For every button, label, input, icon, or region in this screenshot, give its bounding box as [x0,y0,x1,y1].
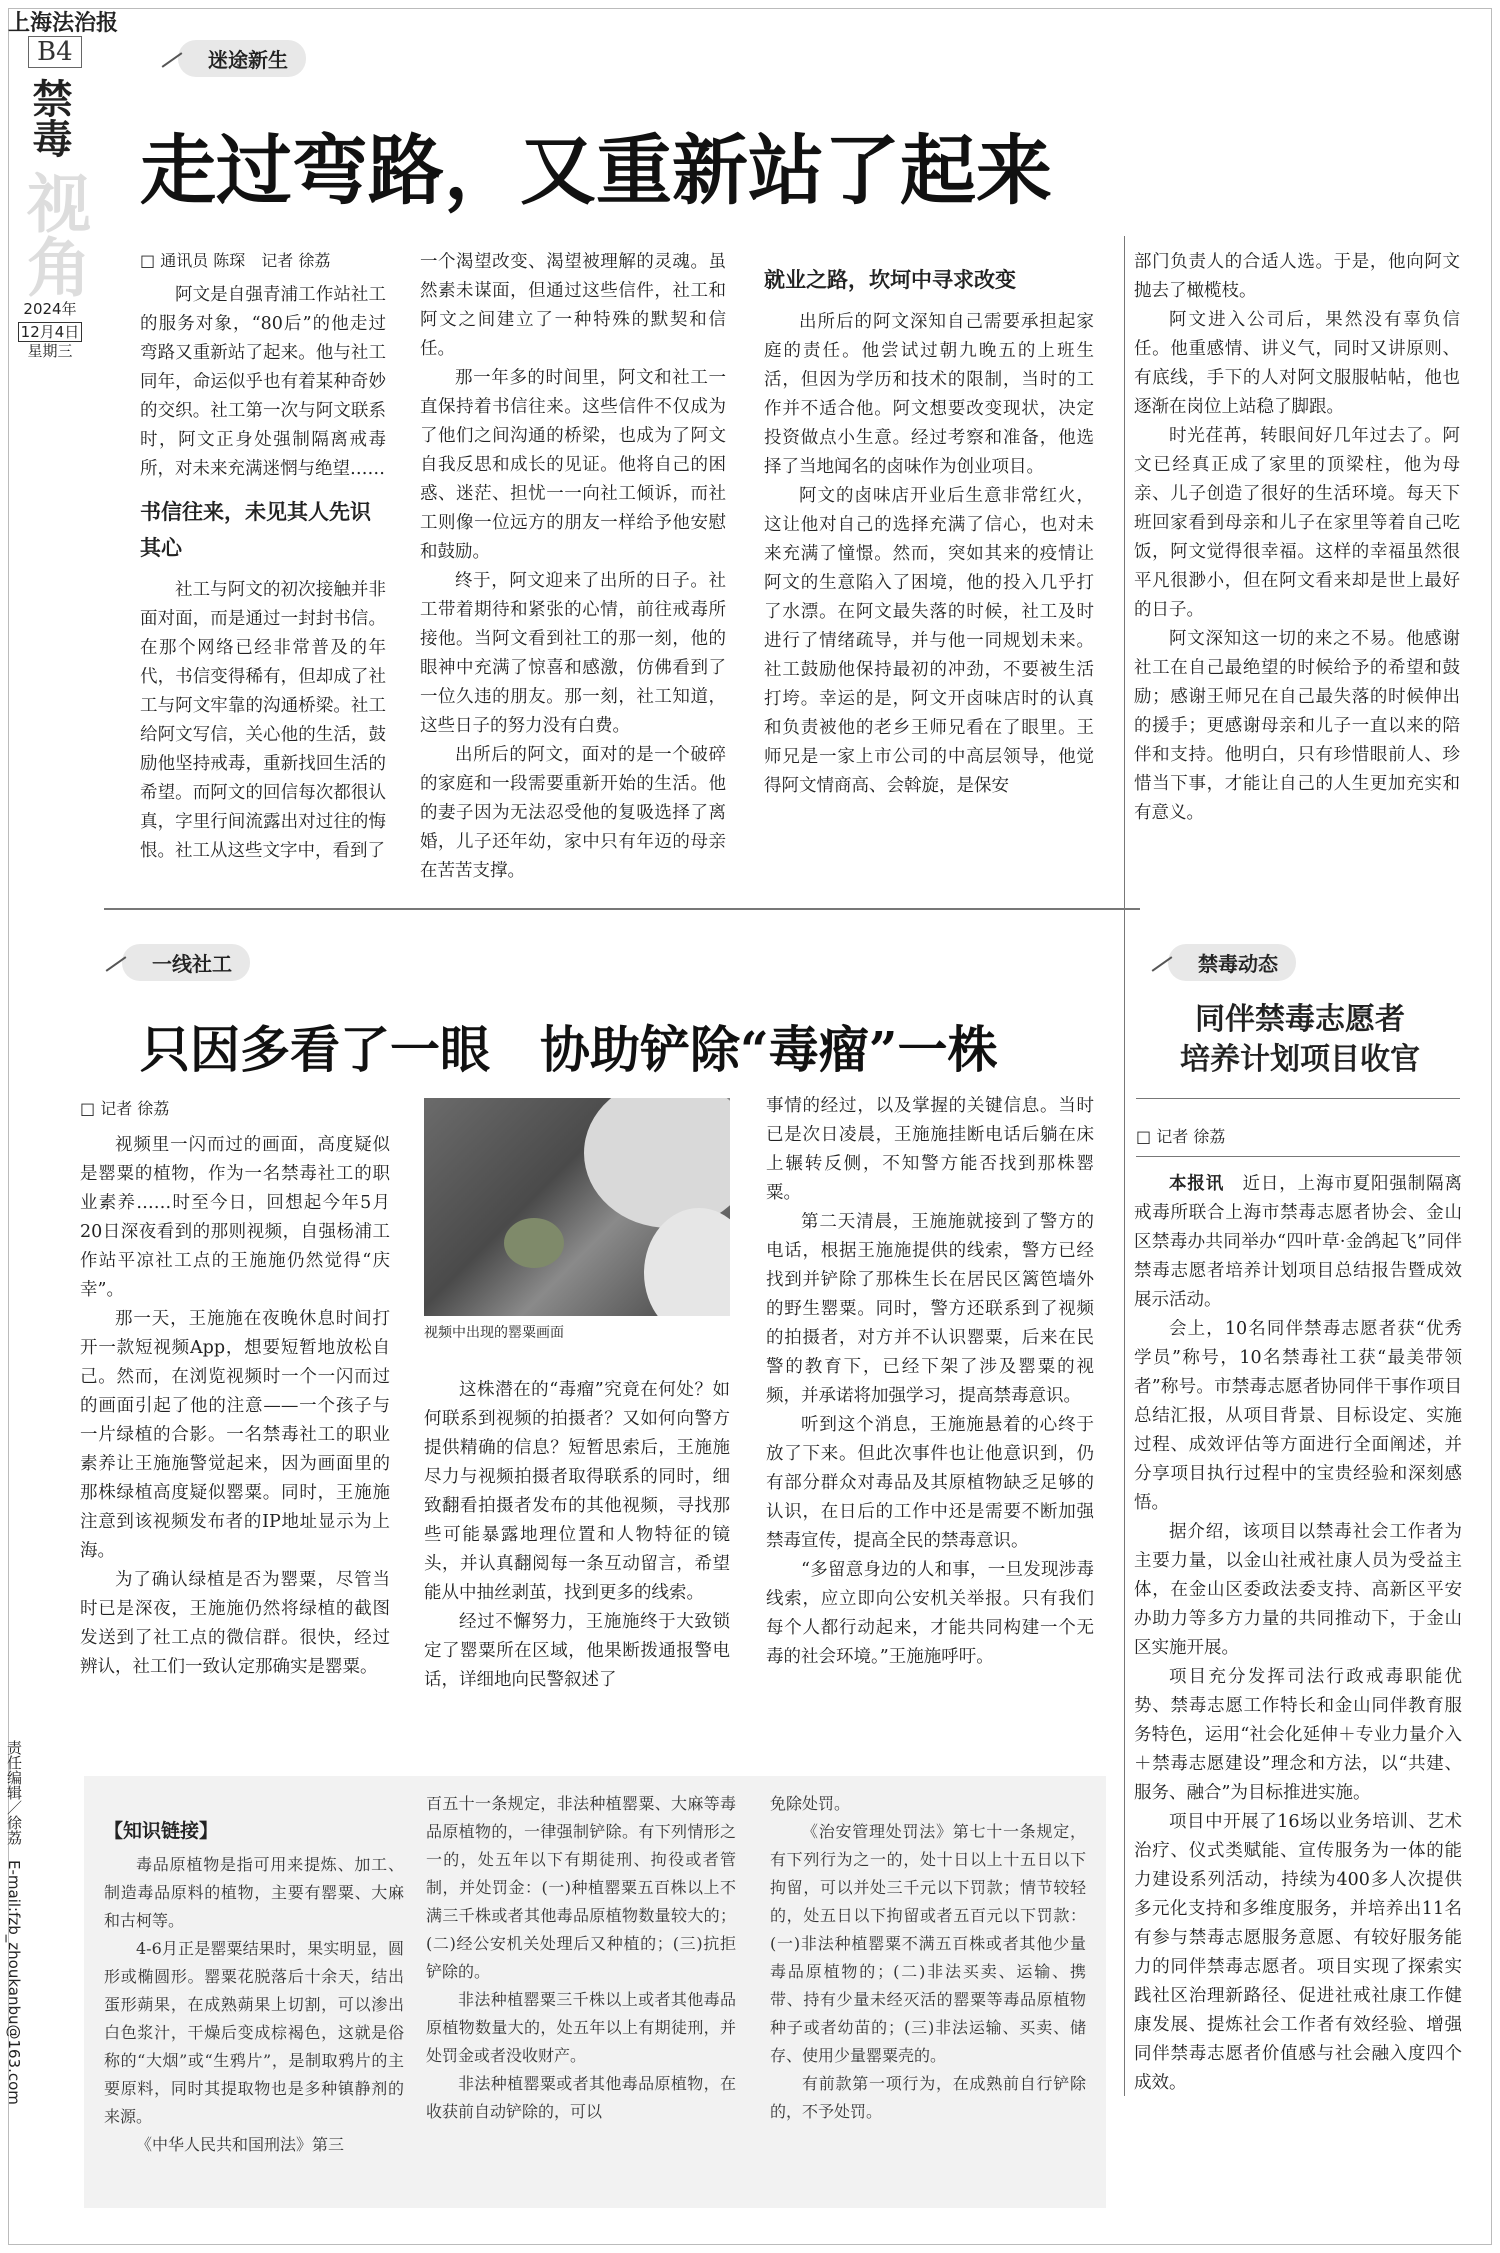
divider [104,908,1140,910]
paragraph: 非法种植罂粟三千株以上或者其他毒品原植物数量大的，处五年以上有期徒刑，并处罚金或者没收财产。 [426,1990,736,2065]
paragraph: 有前款第一项行为，在成熟前自行铲除的，不予处罚。 [770,2074,1086,2121]
paragraph: 阿文是自强青浦工作站社工的服务对象，“80后”的他走过弯路又重新站了起来。他与社工同年，命运似乎也有着某种奇妙的交织。社工第一次与阿文联系时，阿文正身处强制隔离戒毒所，对未来充满迷惘与绝望…… [140,285,386,479]
paragraph: 时光荏苒，转眼间好几年过去了。阿文已经真正成了家里的顶梁柱，他为母亲、儿子创造了很好的生活环境。每天下班回家看到母亲和儿子在家里等着自己吃饭，阿文觉得很幸福。这样的幸福虽然很平凡很渺小，但在阿文看来却是世上最好的日子。 [1134,426,1460,620]
masthead: 上海法治报 [8,10,119,36]
article1-col3 [764,262,1094,801]
article3-byline: □ 记者 徐荔 [1136,1127,1226,1146]
section-tag-yixian: 一线社工 [122,944,250,981]
paragraph: 会上，10名同伴禁毒志愿者获“优秀学员”称号，10名禁毒社工获“最美带领者”称号。市禁毒志愿者协同伴干事作项目总结汇报，从项目背景、目标设定、实施过程、成效评估等方面进行全面阐述，并分享项目执行过程中的宝贵经验和深刻感悟。 [1134,1319,1462,1513]
paragraph: 一个渴望改变、渴望被理解的灵魂。虽然素未谋面，但通过这些信件，社工和阿文之间建立了一种特殊的默契和信任。 [420,252,726,359]
article3-headline-line2: 培养计划项目收官 [1180,1042,1420,1077]
paragraph: 毒品原植物是指可用来提炼、加工、制造毒品原料的植物，主要有罂粟、大麻和古柯等。 [104,1855,404,1930]
paragraph: 出所后的阿文，面对的是一个破碎的家庭和一段需要重新开始的生活。他的妻子因为无法忍受他的复吸选择了离婚，儿子还年幼，家中只有年迈的母亲在苦苦支撑。 [420,745,726,881]
article2-col2 [424,1376,730,1695]
paragraph: 经过不懈努力，王施施终于大致锁定了罂粟所在区域，他果断拨通报警电话，详细地向民警叙述了 [424,1612,730,1690]
paragraph: 出所后的阿文深知自己需要承担起家庭的责任。他尝试过朝九晚五的上班生活，但因为学历和技术的限制，当时的工作并不适合他。阿文想要改变现状，决定投资做点小生意。经过考察和准备，他选择了当地闻名的卤味作为创业项目。 [764,312,1094,477]
article3-body [1134,1170,1462,2098]
divider [1136,1156,1460,1157]
paragraph: 免除处罚。 [770,1794,851,1813]
paragraph: “多留意身边的人和事，一旦发现涉毒线索，应立即向公安机关举报。只有我们每个人都行动起来，才能共同构建一个无毒的社会环境。”王施施呼吁。 [766,1560,1094,1667]
paragraph: 那一年多的时间里，阿文和社工一直保持着书信往来。这些信件不仅成为了他们之间沟通的桥梁，也成为了阿文自我反思和成长的见证。他将自己的困惑、迷茫、担忧一一向社工倾诉，而社工则像一位远方的朋友一样给予他安慰和鼓励。 [420,368,726,562]
paragraph: 非法种植罂粟或者其他毒品原植物，在收获前自动铲除的，可以 [426,2074,736,2121]
article2-byline: □ 记者 徐荔 [80,1099,170,1118]
article1-col2 [420,248,726,886]
paragraph: 这株潜在的“毒瘤”究竟在何处？如何联系到视频的拍摄者？又如何向警方提供精确的信息？短暂思索后，王施施尽力与视频拍摄者取得联系的同时，细致翻看拍摄者发布的其他视频，寻找那些可能暴露地理位置和人物特征的镜头，并认真翻阅每一条互动留言，希望能从中抽丝剥茧，找到更多的线索。 [424,1380,730,1603]
paragraph: 为了确认绿植是否为罂粟，尽管当时已是深夜，王施施仍然将绿植的截图发送到了社工点的微信群。很快，经过辨认，社工们一致认定那确实是罂粟。 [80,1570,390,1677]
article2-col3 [766,1092,1094,1672]
paragraph: 阿文深知这一切的来之不易。他感谢社工在自己最绝望的时候给予的希望和鼓励；感谢王师兄在自己最失落的时候伸出的援手；更感谢母亲和儿子一直以来的陪伴和支持。他明白，只有珍惜眼前人、珍惜当下事，才能让自己的人生更加充实和有意义。 [1134,629,1460,823]
paragraph: 《中华人民共和国刑法》第三 [136,2135,345,2154]
knowledge-title: 【知识链接】 [104,1820,219,1842]
poppy-photo [424,1098,730,1316]
plant-leaf [504,1218,564,1268]
paragraph: 社工与阿文的初次接触并非面对面，而是通过一封封书信。在那个网络已经非常普及的年代，书信变得稀有，但却成了社工与阿文牢靠的沟通桥梁。社工给阿文写信，关心他的生活，鼓励他坚持戒毒，重新找回生活的希望。而阿文的回信每次都很认真，字里行间流露出对过往的悔恨。社工从这些文字中，看到了 [140,580,386,861]
article3-headline [1140,1000,1460,1080]
paragraph: 百五十一条规定，非法种植罂粟、大麻等毒品原植物的，一律强制铲除。有下列情形之一的，处五年以下有期徒刑、拘役或者管制，并处罚金：(一)种植罂粟五百株以上不满三千株或者其他毒品原植物数量较大的；(二)经公安机关处理后又种植的；(三)抗拒铲除的。 [426,1794,736,1981]
issue-day: 12月4日 [18,322,83,342]
knowledge-col2 [426,1790,736,2126]
paragraph: 部门负责人的合适人选。于是，他向阿文抛去了橄榄枝。 [1134,252,1460,301]
paragraph: 第二天清晨，王施施就接到了警方的电话，根据王施施提供的线索，警方已经找到并铲除了那株生长在居民区篱笆墙外的野生罂粟。同时，警方还联系到了视频的拍摄者，对方并不认识罂粟，后来在民警的教育下，已经下架了涉及罂粟的视频，并承诺将加强学习，提高禁毒意识。 [766,1212,1094,1406]
knowledge-col3 [770,1790,1086,2126]
knowledge-col1 [104,1816,404,2159]
article1-subhead1: 书信往来，未见其人先识其心 [140,500,371,560]
section-tag-dongtai: 禁毒动态 [1168,944,1296,981]
paragraph: 4-6月正是罂粟结果时，果实明显，圆形或椭圆形。罂粟花脱落后十余天，结出蛋形蒴果，在成熟蒴果上切割，可以渗出白色浆汁，干燥后变成棕褐色，这就是俗称的“大烟”或“生鸦片”，是制取鸦片的主要原料，同时其提取物也是多种镇静剂的来源。 [104,1939,404,2126]
article1-col1b-text [140,576,386,866]
issue-weekday: 星期三 [27,342,73,360]
article1-headline: 走过弯路，又重新站了起来 [140,126,1052,215]
paragraph: 据介绍，该项目以禁毒社会工作者为主要力量，以金山社戒社康人员为受益主体，在金山区委政法委支持、高新区平安办助力等多方力量的共同推动下，于金山区实施开展。 [1134,1522,1462,1658]
paragraph: 视频里一闪而过的画面，高度疑似是罂粟的植物，作为一名禁毒社工的职业素养……时至今日，回想起今年5月20日深夜看到的那则视频，自强杨浦工作站平凉社工点的王施施仍然觉得“庆幸”。 [80,1135,390,1300]
paragraph: 终于，阿文迎来了出所的日子。社工带着期待和紧张的心情，前往戒毒所接他。当阿文看到社工的那一刻，他的眼神中充满了惊喜和感激，仿佛看到了一位久违的朋友。那一刻，社工知道，这些日子的努力没有白费。 [420,571,726,736]
article1-byline: □ 通讯员 陈琛 记者 徐荔 [140,251,331,270]
issue-year: 2024年 [23,300,77,318]
paragraph: 阿文进入公司后，果然没有辜负信任。他重感情、讲义气，同时又讲原则、有底线，手下的人对阿文服服帖帖，他也逐渐在岗位上站稳了脚跟。 [1134,310,1460,417]
article1-col4 [1134,248,1460,828]
paragraph: 《治安管理处罚法》第七十一条规定，有下列行为之一的，处十日以上十五日以下拘留，可以并处三千元以下罚款；情节较轻的，处五日以下拘留或者五百元以下罚款：(一)非法种植罂粟不满五百株或者其他少量毒品原植物的；(二)非法买卖、运输、携带、持有少量未经灭活的罂粟等毒品原植物种子或者幼苗的；(三)非法运输、买卖、储存、使用少量罂粟壳的。 [770,1822,1086,2065]
paragraph: 听到这个消息，王施施悬着的心终于放了下来。但此次事件也让他意识到，仍有部分群众对毒品及其原植物缺乏足够的认识，在日后的工作中还是需要不断加强禁毒宣传，提高全民的禁毒意识。 [766,1415,1094,1551]
column-title-decor: 视角 [16,170,91,298]
photo-caption: 视频中出现的罂粟画面 [424,1325,564,1341]
paragraph: 近日，上海市夏阳强制隔离戒毒所联合上海市禁毒志愿者协会、金山区禁毒办共同举办“四叶草·金鸽起飞”同伴禁毒志愿者培养计划项目总结报告暨成效展示活动。 [1134,1174,1463,1310]
section-tag-mitu: 迷途新生 [178,40,306,77]
knowledge-box [84,1776,1106,2208]
article1-subhead2: 就业之路，坎坷中寻求改变 [764,268,1016,292]
paragraph: 阿文的卤味店开业后生意非常红火，这让他对自己的选择充满了信心，也对未来充满了憧憬。然而，突如其来的疫情让阿文的生意陷入了困境，他的投入几乎打了水漂。在阿文最失落的时候，社工及时进行了情绪疏导，并与他一同规划未来。社工鼓励他保持最初的冲劲，不要被生活打垮。幸运的是，阿文开卤味店时的认真和负责被他的老乡王师兄看在了眼里。王师兄是一家上市公司的中高层领导，他觉得阿文情商高、会斡旋，是保安 [764,486,1094,796]
issue-date [10,300,90,360]
article2-col1-text [80,1131,390,1682]
article3-headline-line1: 同伴禁毒志愿者 [1195,1002,1405,1037]
article1-col1 [140,248,386,866]
paragraph: 事情的经过，以及掌握的关键信息。当时已是次日凌晨，王施施挂断电话后躺在床上辗转反侧，不知警方能否找到那株罂粟。 [766,1096,1094,1203]
article1-col1-text [140,281,386,484]
page-number: B4 [28,36,82,68]
paragraph: 项目充分发挥司法行政戒毒职能优势、禁毒志愿工作特长和金山同伴教育服务特色，运用“社会化延伸＋专业力量介入＋禁毒志愿建设”理念和方法，以“共建、服务、融合”为目标推进实施。 [1134,1667,1462,1803]
divider [1136,1098,1460,1099]
column-divider [1124,236,1125,2096]
lead-label: 本报讯 [1169,1174,1225,1194]
paragraph: 项目中开展了16场以业务培训、艺术治疗、仪式类赋能、宣传服务为一体的能力建设系列活动，持续为400多人次提供多元化支持和多维度服务，并培养出11名有参与禁毒志愿服务意愿、有较好服务能力的同伴禁毒志愿者。项目实现了探索实践社区治理新路径、促进社戒社康工作健康发展、提炼社会工作者有效经验、增强同伴禁毒志愿者价值感与社会融入度四个成效。 [1134,1812,1462,2093]
paragraph: 那一天，王施施在夜晚休息时间打开一款短视频App，想要短暂地放松自己。然而，在浏览视频时一个一闪而过的画面引起了他的注意——一个孩子与一片绿植的合影。一名禁毒社工的职业素养让王施施警觉起来，因为画面里的那株绿植高度疑似罂粟。同时，王施施注意到该视频发布者的IP地址显示为上海。 [80,1309,390,1561]
column-title-main: 禁毒 [26,78,73,158]
article2-headline: 只因多看了一眼 协助铲除“毒瘤”一株 [140,1020,998,1079]
editor-info: 责任编辑／徐荔 E-mail:fzb_zhoukanbu@163.com [5,1740,23,2105]
article1-col3-text [764,308,1094,801]
article2-col1 [80,1096,390,1682]
